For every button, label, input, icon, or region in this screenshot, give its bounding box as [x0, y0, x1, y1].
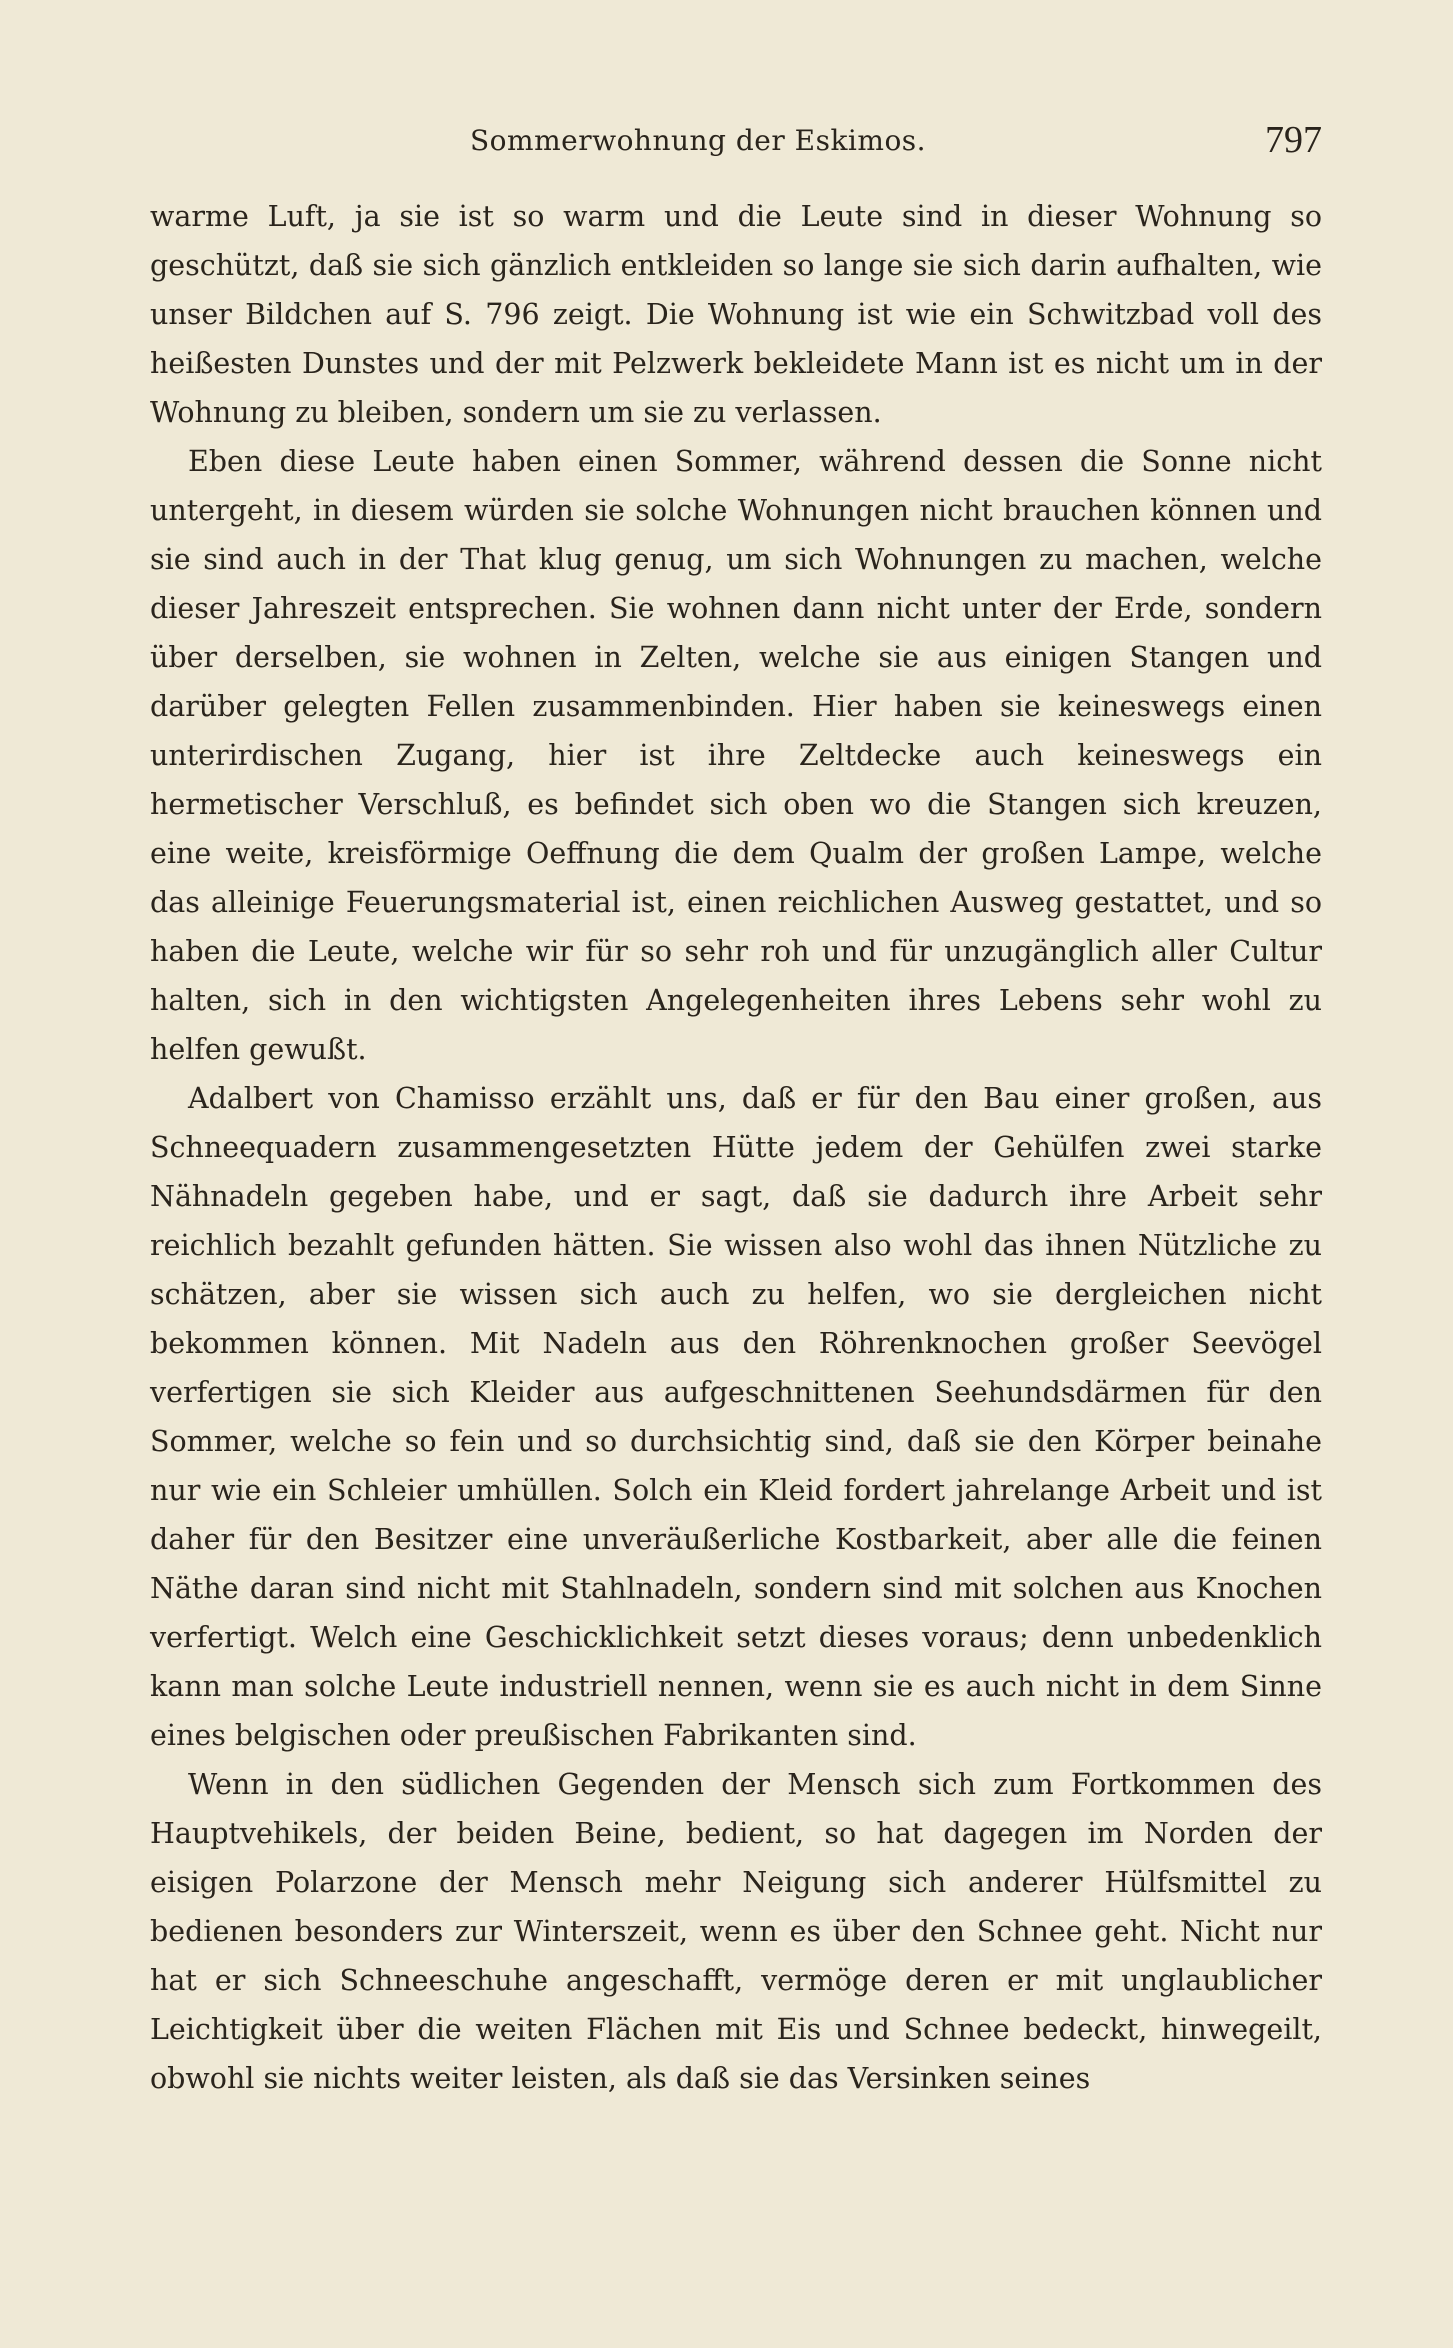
paragraph: warme Luft, ja sie ist so warm und die Leute sind in dieser Wohnung so geschützt, daß sie sich gänzlich entkleiden so lange sie sich darin aufhalten, wie unser Bildchen auf S. 796 zeigt. Die Wohnung ist wie ein Schwitzbad voll des heißesten Dunstes und der mit Pelzwerk bekleidete Mann ist es nicht um in der Wohnung zu bleiben, sondern um sie zu verlassen.	[150, 200, 1322, 429]
paragraph: Adalbert von Chamisso erzählt uns, daß er für den Bau einer großen, aus Schneequadern zusammengesetzten Hütte jedem der Gehülfen zwei starke Nähnadeln gegeben habe, und er sagt, daß sie dadurch ihre Arbeit sehr reichlich bezahlt gefunden hätten. Sie wissen also wohl das ihnen Nützliche zu schätzen, aber sie wissen sich auch zu helfen, wo sie dergleichen nicht bekommen können. Mit Nadeln aus den Röhrenknochen großer Seevögel verfertigen sie sich Kleider aus aufgeschnittenen Seehundsdärmen für den Sommer, welche so fein und so durchsichtig sind, daß sie den Körper beinahe nur wie ein Schleier umhüllen. Solch ein Kleid fordert jahrelange Arbeit und ist daher für den Besitzer eine unveräußerliche Kostbarkeit, aber alle die feinen Näthe daran sind nicht mit Stahlnadeln, sondern sind mit solchen aus Knochen verfertigt. Welch eine Geschicklichkeit setzt dieses voraus; denn unbedenklich kann man solche Leute industriell nennen, wenn sie es auch nicht in dem Sinne eines belgischen oder preußischen Fabrikanten sind.	[150, 1082, 1322, 1752]
body-text	[150, 192, 1322, 2103]
running-title: Sommerwohnung der Eskimos.	[470, 124, 927, 157]
paragraph: Wenn in den südlichen Gegenden der Mensch sich zum Fortkommen des Hauptvehikels, der beiden Beine, bedient, so hat dagegen im Norden der eisigen Polarzone der Mensch mehr Neigung sich anderer Hülfsmittel zu bedienen besonders zur Winterszeit, wenn es über den Schnee geht. Nicht nur hat er sich Schneeschuhe angeschafft, vermöge deren er mit unglaublicher Leichtigkeit über die weiten Flächen mit Eis und Schnee bedeckt, hinwegeilt, obwohl sie nichts weiter leisten, als daß sie das Versinken seines	[150, 1768, 1322, 2095]
page-header	[150, 118, 1322, 168]
paragraph: Eben diese Leute haben einen Sommer, während dessen die Sonne nicht untergeht, in diesem würden sie solche Wohnungen nicht brauchen können und sie sind auch in der That klug genug, um sich Wohnungen zu machen, welche dieser Jahreszeit entsprechen. Sie wohnen dann nicht unter der Erde, sondern über derselben, sie wohnen in Zelten, welche sie aus einigen Stangen und darüber gelegten Fellen zusammenbinden. Hier haben sie keineswegs einen unterirdischen Zugang, hier ist ihre Zeltdecke auch keineswegs ein hermetischer Verschluß, es befindet sich oben wo die Stangen sich kreuzen, eine weite, kreisförmige Oeffnung die dem Qualm der großen Lampe, welche das alleinige Feuerungsmaterial ist, einen reichlichen Ausweg gestattet, und so haben die Leute, welche wir für so sehr roh und für unzugänglich aller Cultur halten, sich in den wichtigsten Angelegenheiten ihres Lebens sehr wohl zu helfen gewußt.	[150, 445, 1322, 1066]
page-number: 797	[1265, 119, 1322, 161]
